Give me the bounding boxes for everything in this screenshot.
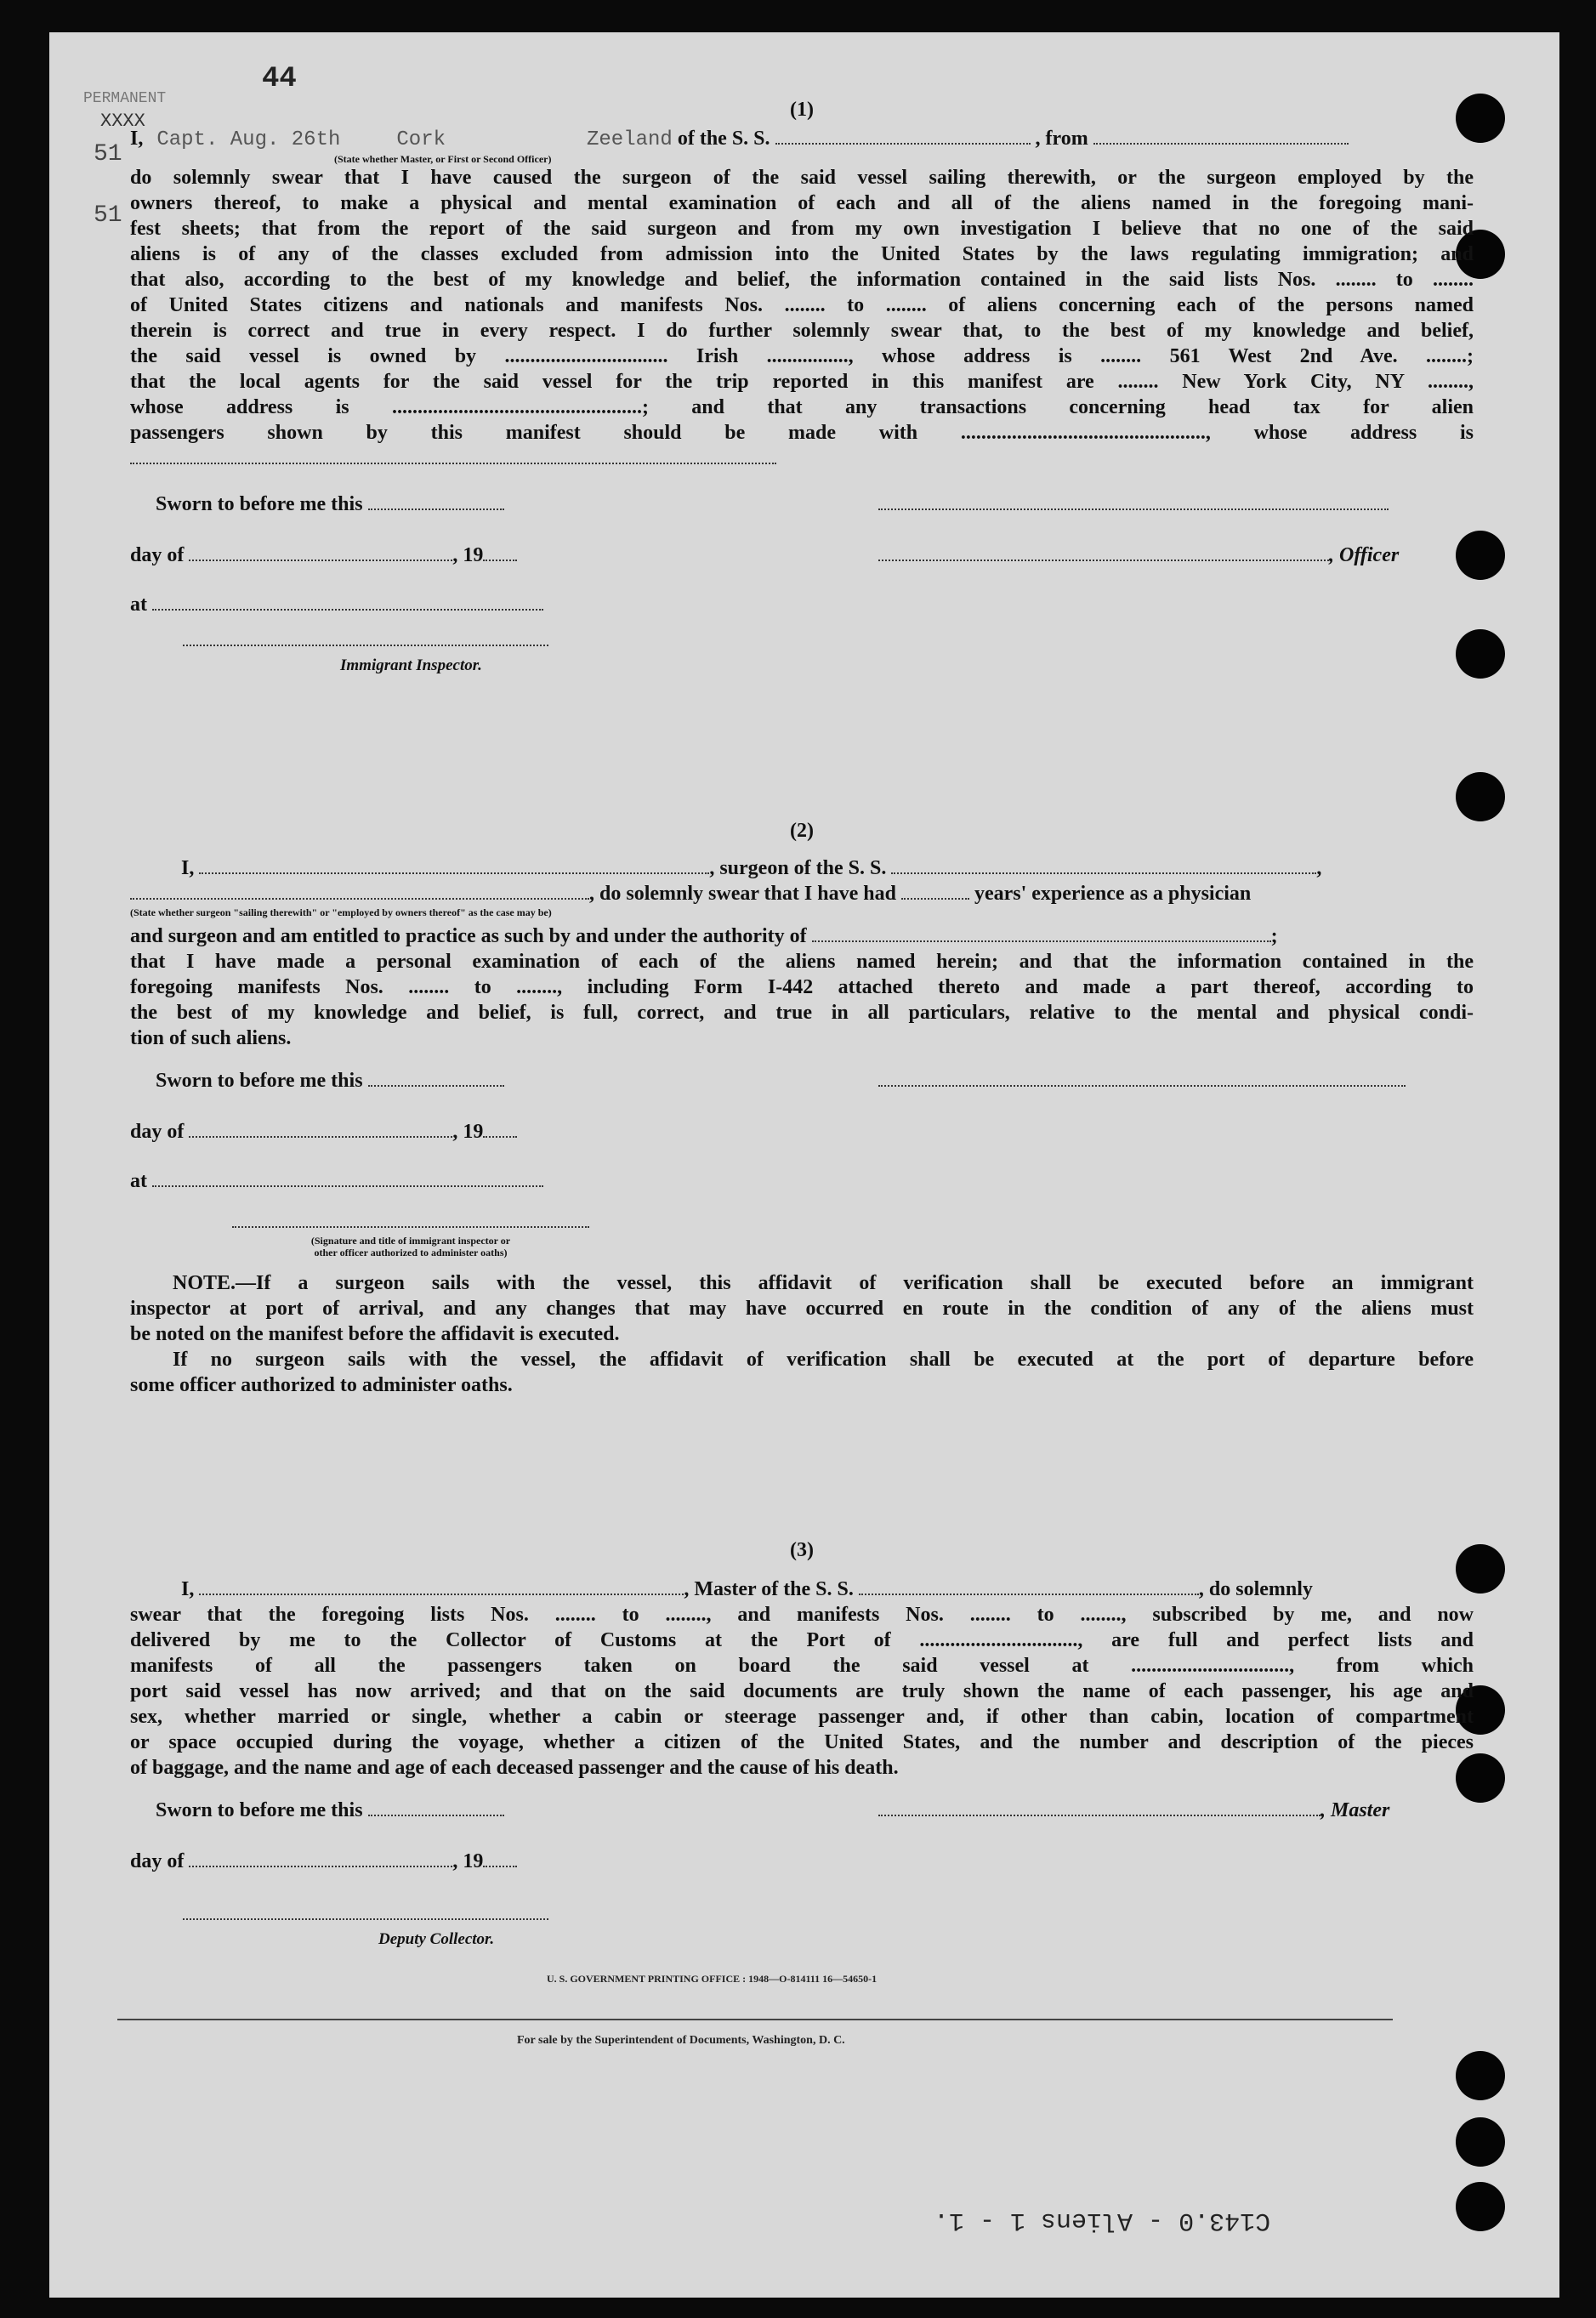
surgeon-signature-field[interactable] — [878, 1070, 1406, 1087]
note-line: inspector at port of arrival, and any changes that may have occurred en route in the condition of any of the aliens must — [130, 1298, 1474, 1320]
inspector-signature-field[interactable] — [183, 629, 548, 646]
punch-hole — [1456, 2182, 1505, 2231]
authority-field[interactable] — [812, 925, 1271, 942]
year-label: , 19 — [452, 1121, 484, 1143]
typed-name: Capt. Aug. 26th — [156, 128, 341, 151]
code-stamp: XXXX — [100, 111, 145, 132]
margin-mark: 51 — [94, 141, 122, 168]
body-line: of United States citizens and nationals and manifests Nos. ........ to ........ of aliens concerning each of the persons named — [130, 294, 1474, 316]
sworn-date-field[interactable] — [368, 1799, 504, 1816]
year-label: , 19 — [452, 544, 484, 566]
punch-hole — [1456, 2117, 1505, 2167]
footer-rule — [117, 2019, 1393, 2020]
sale-notice: For sale by the Superintendent of Documents, Washington, D. C. — [517, 2034, 845, 2047]
note-line: NOTE.—If a surgeon sails with the vessel, this affidavit of verification shall be executed before an immigrant — [173, 1272, 1474, 1294]
collector-signature-field[interactable] — [183, 1903, 548, 1920]
section-number: (1) — [790, 99, 814, 121]
sworn-date-field[interactable] — [368, 493, 504, 510]
section-number: (3) — [790, 1539, 814, 1561]
body-line: that the local agents for the said vessel for the trip reported in this manifest are ........ New York City, NY ........, — [130, 371, 1474, 393]
day-of-label: day of — [130, 1121, 185, 1143]
master-caption: (State whether Master, or First or Second Officer) — [334, 153, 552, 165]
of-the-ss: of the S. S. — [677, 128, 770, 150]
officer-signature-line-2[interactable] — [878, 544, 1329, 561]
master-signature-field[interactable] — [878, 1799, 1321, 1816]
at-field[interactable] — [152, 594, 543, 611]
address-field[interactable] — [130, 447, 776, 464]
punch-hole — [1456, 2051, 1505, 2100]
body-line: therein is correct and true in every respect. I do further solemnly swear that, to the best of my knowledge and belief, — [130, 320, 1474, 342]
body-line: that I have made a personal examination of each of the aliens named herein; and that the information contained in the — [130, 951, 1474, 973]
affidavit-master — [130, 97, 1474, 696]
body-line: passengers shown by this manifest should be made with ................................................, whose address is — [130, 422, 1474, 444]
swear-label: , do solemnly swear that I have had — [589, 883, 896, 905]
sig-caption: other officer authorized to administer oaths) — [314, 1247, 508, 1258]
master-of-label: , Master of the S. S. — [684, 1578, 854, 1600]
surgeon-name-field[interactable] — [199, 857, 709, 874]
officer-label: , Officer — [1329, 544, 1400, 566]
year-field[interactable] — [483, 1121, 517, 1138]
printing-office: U. S. GOVERNMENT PRINTING OFFICE : 1948—O-814111 16—54650-1 — [547, 1973, 878, 1985]
body-line: delivered by me to the Collector of Customs at the Port of ..............................., are full and perfect lists and — [130, 1629, 1474, 1651]
body-line: owners thereof, to make a physical and mental examination of each and all of the aliens named in the foregoing mani- — [130, 192, 1474, 214]
at-label: at — [130, 594, 147, 616]
surgeon-status-field[interactable] — [130, 883, 589, 900]
body-line: foregoing manifests Nos. ........ to ........, including Form I-442 attached thereto and made a part thereof, according to — [130, 976, 1474, 998]
body-line: or space occupied during the voyage, whether a citizen of the United States, and the number and description of the pieces — [130, 1731, 1474, 1753]
permanent-stamp: PERMANENT — [83, 90, 167, 107]
day-field[interactable] — [189, 1121, 452, 1138]
page-number: 44 — [262, 63, 297, 95]
body-line: the best of my knowledge and belief, is full, correct, and true in all particulars, relative to the mental and physical condi- — [130, 1002, 1474, 1024]
at-field[interactable] — [152, 1170, 543, 1187]
master-ship-field[interactable] — [859, 1578, 1199, 1595]
year-label: , 19 — [452, 1850, 484, 1872]
year-field[interactable] — [483, 544, 517, 561]
body-line: and surgeon and am entitled to practice as such by and under the authority of — [130, 925, 807, 947]
sworn-label: Sworn to before me this — [156, 1799, 363, 1821]
body-line: that also, according to the best of my knowledge and belief, the information contained in the said lists Nos. ........ to ........ — [130, 269, 1474, 291]
note-line: some officer authorized to administer oaths. — [130, 1374, 513, 1396]
at-label: at — [130, 1170, 147, 1192]
year-field[interactable] — [483, 1850, 517, 1867]
section-number: (2) — [790, 820, 814, 842]
day-of-label: day of — [130, 544, 185, 566]
from-label: , from — [1035, 128, 1088, 150]
years-label: years' experience as a physician — [974, 883, 1252, 905]
collector-caption: Deputy Collector. — [378, 1930, 495, 1948]
signature-field[interactable] — [232, 1211, 589, 1228]
master-label: , Master — [1321, 1799, 1390, 1821]
i-label: I, — [130, 128, 144, 150]
body-line: the said vessel is owned by ................................ Irish ................, whose address is ........ 561 West 2nd Ave. ........; — [130, 345, 1474, 367]
body-line: sex, whether married or single, whether a cabin or steerage passenger and, if other than cabin, location of compartment — [130, 1706, 1474, 1728]
body-line: of baggage, and the name and age of each deceased passenger and the cause of his death. — [130, 1757, 899, 1779]
manifest-page — [49, 32, 1559, 2298]
affidavit-collector — [130, 1537, 1474, 1976]
body-line: tion of such aliens. — [130, 1027, 292, 1049]
surgeon-caption: (State whether surgeon "sailing therewith" or "employed by owners thereof" as the case may be) — [130, 906, 552, 918]
body-line: fest sheets; that from the report of the said surgeon and from my own investigation I believe that no one of the said — [130, 218, 1474, 240]
margin-mark: 51 — [94, 202, 122, 229]
sworn-label: Sworn to before me this — [156, 1070, 363, 1092]
ship-name-field[interactable] — [775, 128, 1031, 145]
officer-signature-field[interactable] — [878, 493, 1389, 510]
surgeon-of-label: , surgeon of the S. S. — [709, 857, 887, 879]
sig-caption: (Signature and title of immigrant inspector or — [310, 1235, 511, 1247]
sworn-label: Sworn to before me this — [156, 493, 363, 515]
body-line: aliens is of any of the classes excluded from admission into the United States by the laws regulating immigration; and — [130, 243, 1474, 265]
note-line: If no surgeon sails with the vessel, the affidavit of verification shall be executed at the port of departure before — [173, 1349, 1474, 1371]
do-solemnly-label: , do solemnly — [1198, 1578, 1313, 1600]
body-line: manifests of all the passengers taken on board the said vessel at ..............................., from which — [130, 1655, 1474, 1677]
body-line: swear that the foregoing lists Nos. ........ to ........, and manifests Nos. ........ to ........, subscribed by me, and now — [130, 1604, 1474, 1626]
years-field[interactable] — [901, 883, 969, 900]
punch-hole — [1456, 772, 1505, 821]
day-of-label: day of — [130, 1850, 185, 1872]
from-port-field[interactable] — [1093, 128, 1349, 145]
body-line: whose address is .................................................; and that any transactions concerning head tax for alien — [130, 396, 1474, 418]
body-line: port said vessel has now arrived; and that on the said documents are truly shown the name of each passenger, his age and — [130, 1680, 1474, 1702]
typed-port: Cork — [396, 128, 446, 151]
mirrored-stamp: C143.0 - Aliens 1 - 1. — [934, 2206, 1271, 2235]
note-line: be noted on the manifest before the affidavit is executed. — [130, 1323, 620, 1345]
i-label: I, — [181, 857, 195, 879]
sworn-date-field[interactable] — [368, 1070, 504, 1087]
day-field[interactable] — [189, 544, 452, 561]
typed-ship: Zeeland — [587, 128, 673, 151]
body-line: do solemnly swear that I have caused the surgeon of the said vessel sailing therewith, or the surgeon employed by the — [130, 167, 1474, 189]
i-label: I, — [181, 1578, 195, 1600]
surgeon-ship-field[interactable] — [891, 857, 1316, 874]
master-name-field[interactable] — [199, 1578, 684, 1595]
affidavit-surgeon: (2) I, , surgeon of the S. S. , , do solemnly swear that I have had years' experience as a physician (State whether surgeon "sailing therewith" or "employed by owners thereof" as the case may be) and surgeon and am entitled to practice as such by and under the authority of ; that I have made a personal examination of each of the aliens named herein; and that the information contained in the foregoing manifests Nos. ........ to ........, including Form I-442 attached thereto and made a part thereof, according to the best of my knowledge and belief, is full, correct, and true in all particulars, relative to the mental and physical condi- tion of such aliens. Sworn to before me this day of , 19 at (Signature and title of immigrant inspector or other officer authorized to administer oaths) NOTE.—If a surgeon sails with the vessel, this affidavit of verification shall be executed before an immigrant inspector at port of arrival, and any changes that may have occurred en route in the condition of any of the aliens must be noted on the manifest before the affidavit is executed. If no surgeon sails with the vessel, the affidavit of verification shall be executed at the port of departure before some officer authorized to administer oaths. — [130, 820, 1474, 1396]
day-field[interactable] — [189, 1850, 452, 1867]
inspector-caption: Immigrant Inspector. — [340, 656, 482, 674]
